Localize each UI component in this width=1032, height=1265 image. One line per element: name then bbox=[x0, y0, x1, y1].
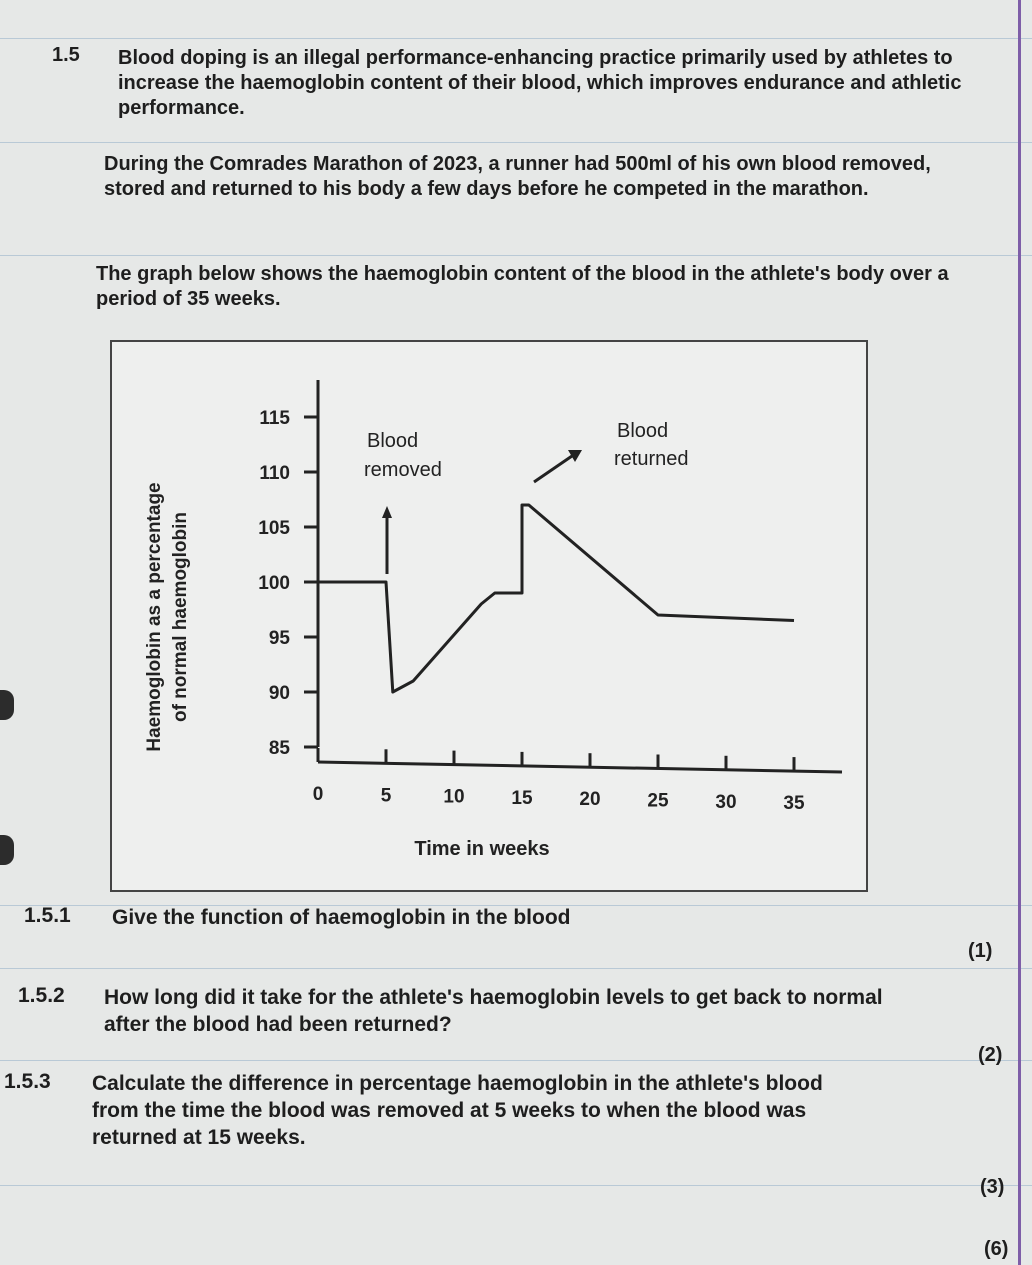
margin-line bbox=[1018, 0, 1021, 1265]
total-marks: (6) bbox=[984, 1238, 1009, 1260]
x-tick-label: 15 bbox=[511, 787, 533, 809]
x-tick-label: 35 bbox=[783, 793, 805, 815]
y-tick-label: 105 bbox=[258, 518, 290, 539]
binder-tab bbox=[0, 690, 14, 720]
chart-frame bbox=[110, 340, 868, 892]
y-axis-label-line-2: of normal haemoglobin bbox=[170, 511, 191, 723]
blood-returned-arrow bbox=[534, 456, 572, 482]
ruled-line bbox=[0, 1185, 1032, 1186]
subquestion-text-2: How long did it take for the athlete's haemoglobin levels to get back to normal after the blood had been returned? bbox=[104, 986, 883, 1036]
ruled-line bbox=[0, 255, 1032, 256]
intro-paragraph-2: During the Comrades Marathon of 2023, a runner had 500ml of his own blood removed, stored and returned to his body a few days before he competed in the marathon. bbox=[104, 153, 931, 200]
y-tick-label: 90 bbox=[268, 683, 290, 704]
x-tick-label: 20 bbox=[579, 789, 601, 811]
marks-1: (1) bbox=[968, 940, 993, 962]
y-axis-label-line-1: Haemoglobin as a percentage bbox=[144, 482, 165, 752]
haemoglobin-series-line bbox=[318, 505, 794, 692]
marks-2: (2) bbox=[978, 1044, 1003, 1066]
x-tick-label: 0 bbox=[312, 784, 324, 805]
ruled-line bbox=[0, 38, 1032, 39]
marks-3: (3) bbox=[980, 1176, 1005, 1198]
ruled-line bbox=[0, 1060, 1032, 1061]
subquestion-number-3: 1.5.3 bbox=[4, 1070, 51, 1093]
y-tick-label: 115 bbox=[259, 408, 290, 429]
y-tick-label: 110 bbox=[259, 463, 290, 484]
x-tick-label: 30 bbox=[715, 791, 737, 813]
arrow-head bbox=[382, 506, 392, 518]
haemoglobin-line-chart bbox=[112, 342, 866, 890]
subquestion-text-3: Calculate the difference in percentage haemoglobin in the athlete's blood from the time the blood was removed at 5 weeks to when the blood was returned at 15 weeks. bbox=[92, 1072, 823, 1149]
x-axis-line bbox=[318, 762, 842, 772]
ruled-line bbox=[0, 142, 1032, 143]
y-tick-label: 85 bbox=[268, 738, 290, 759]
intro-paragraph-1: Blood doping is an illegal performance-enhancing practice primarily used by athletes to increase the haemoglobin content of their blood, which improves endurance and athletic performance. bbox=[118, 47, 962, 119]
subquestion-number-1: 1.5.1 bbox=[24, 904, 71, 927]
question-number: 1.5 bbox=[52, 44, 80, 66]
subquestion-number-2: 1.5.2 bbox=[18, 984, 65, 1007]
x-tick-label: 25 bbox=[647, 790, 669, 812]
intro-paragraph-3: The graph below shows the haemoglobin content of the blood in the athlete's body over a period of 35 weeks. bbox=[96, 263, 949, 310]
y-tick-label: 95 bbox=[268, 628, 290, 649]
x-tick-label: 5 bbox=[380, 785, 392, 807]
ruled-line bbox=[0, 968, 1032, 969]
binder-tab bbox=[0, 835, 14, 865]
annotation-blood-returned: Blood returned bbox=[614, 420, 689, 470]
annotation-blood-removed: Blood removed bbox=[364, 430, 442, 481]
x-axis-label: Time in weeks bbox=[414, 838, 550, 860]
subquestion-text-1: Give the function of haemoglobin in the blood bbox=[112, 906, 571, 929]
y-tick-label: 100 bbox=[258, 573, 290, 594]
x-tick-label: 10 bbox=[443, 786, 465, 808]
